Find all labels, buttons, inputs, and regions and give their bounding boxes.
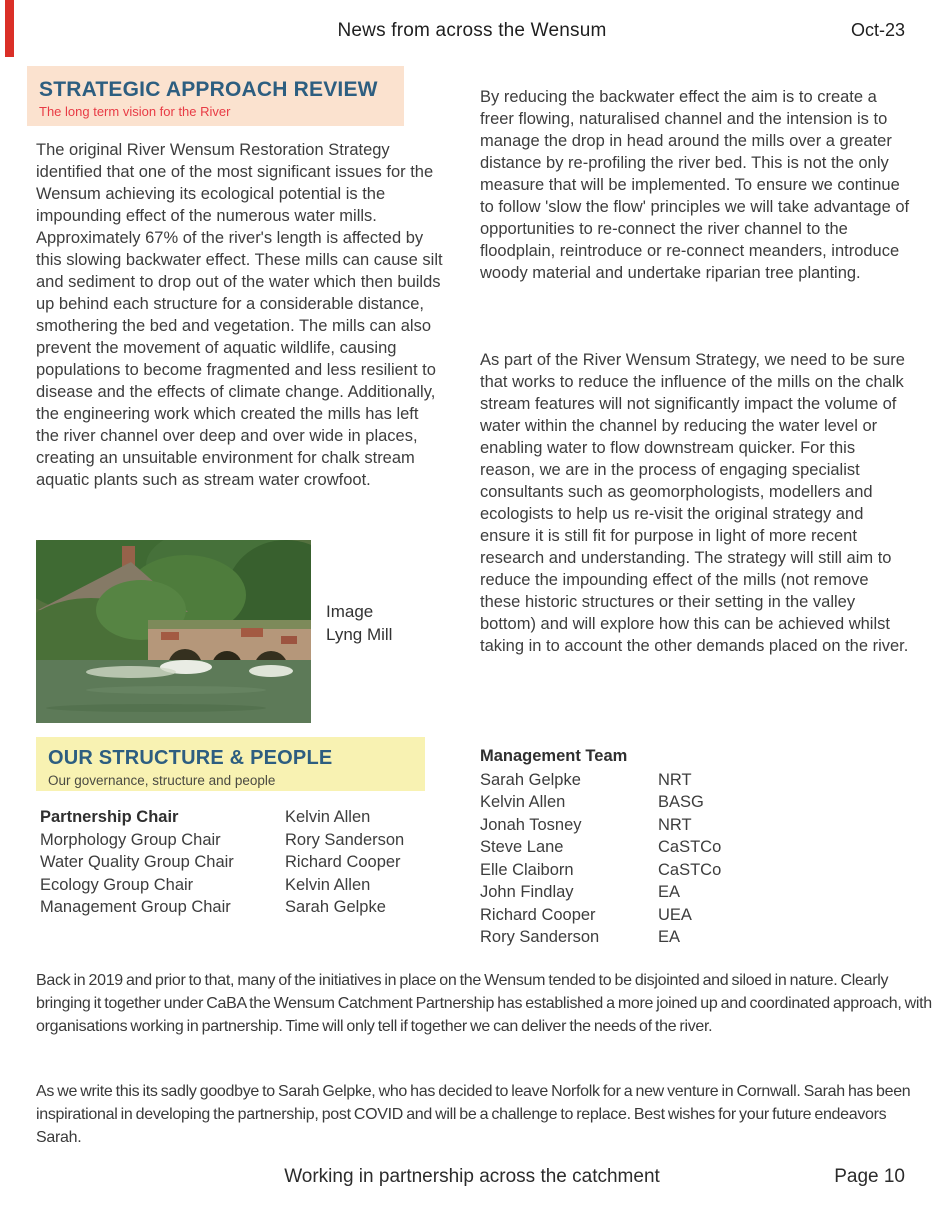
member-name: Rory Sanderson (480, 928, 600, 946)
member-org: EA (658, 928, 681, 946)
chair-row (40, 896, 460, 919)
team-row (480, 881, 910, 904)
farewell-paragraph: As we write this its sadly goodbye to Sarah Gelpke, who has decided to leave Norfolk for a new venture in Cornwall. Sarah has been inspirational in developing the partnership, post COVID and will be a challenge to replace. Best wishes for your future endeavors Sarah. (36, 1083, 911, 1146)
member-org: CaSTCo (658, 860, 722, 879)
photo-caption-line1: Image (326, 602, 374, 621)
team-row (480, 814, 910, 837)
chair-row (40, 851, 460, 874)
team-row (480, 904, 910, 927)
chair-role: Partnership Chair (40, 808, 179, 826)
team-row (480, 769, 910, 792)
chair-name: Kelvin Allen (285, 875, 371, 894)
chair-role: Ecology Group Chair (40, 875, 194, 894)
footer-tagline: Working in partnership across the catchment (284, 1166, 660, 1187)
team-row (480, 836, 910, 859)
chair-role: Morphology Group Chair (40, 830, 221, 849)
member-name: John Findlay (480, 883, 574, 901)
team-row (480, 791, 910, 814)
member-org: BASG (658, 793, 704, 811)
management-team (480, 745, 910, 949)
member-name: Kelvin Allen (480, 793, 566, 811)
section-banner-structure-people (36, 737, 425, 791)
chair-row (40, 874, 460, 897)
lyng-mill-photo (36, 540, 311, 723)
mill-photo-graphic (36, 540, 311, 723)
member-name: Jonah Tosney (480, 815, 582, 834)
issue-date: Oct-23 (850, 20, 905, 40)
partnership-history-paragraph: Back in 2019 and prior to that, many of the initiatives in place on the Wensum tended to be disjointed and siloed in nature. Clearly bringing it together under CaBA the Wensum Catchment Partnership has established a more joined up and coordinated approach, with organisations working in partnership. Time will only tell if together we can deliver the needs of the river. (36, 972, 932, 1035)
chair-role: Water Quality Group Chair (40, 853, 234, 871)
member-name: Steve Lane (480, 838, 564, 856)
chairs-list (40, 806, 460, 919)
member-org: UEA (658, 905, 692, 924)
team-row (480, 859, 910, 882)
page-title: News from across the Wensum (337, 20, 607, 41)
photo-caption-line2: Lyng Mill (326, 625, 393, 644)
team-row (480, 926, 910, 949)
strategy-review-paragraph: As part of the River Wensum Strategy, we need to be sure that works to reduce the influence of the mills on the chalk stream features will not significantly impact the volume of water within the channel by reducing the water level or enabling water to flow downstream quicker. For this reason, we are in the process of engaging specialist consultants such as geomorphologists, modellers and ecologists to help us re-visit the original strategy and ensure it is still fit for purpose in light of more recent research and understanding. The strategy will still aim to reduce the impounding effect of the mills (not remove these historic structures or their setting in the valley bottom) and will explore how this can be achieved whilst taking in to account the other demands placed on the river. (480, 351, 909, 655)
page-number: Page 10 (834, 1166, 905, 1187)
backwater-paragraph: By reducing the backwater effect the aim is to create a freer flowing, naturalised channel and the intension is to manage the drop in head around the mills over a greater distance by re-profiling the river bed. This is not the only measure that will be implemented. To ensure we continue to follow 'slow the flow' principles we will take advantage of opportunities to re-connect the river channel to the floodplain, reintroduce or re-connect meanders, introduce woody material and undertake riparian tree planting. (480, 88, 910, 282)
member-name: Richard Cooper (480, 905, 596, 924)
chair-name: Richard Cooper (285, 853, 401, 871)
section-title: OUR STRUCTURE & PEOPLE (48, 747, 333, 769)
member-org: NRT (658, 770, 692, 789)
chair-name: Kelvin Allen (285, 808, 371, 826)
member-name: Elle Claiborn (480, 860, 574, 879)
strategy-paragraph: The original River Wensum Restoration Strategy identified that one of the most significant issues for the Wensum achieving its ecological potential is the impounding effect of the numerous water mills. Approximately 67% of the river's length is affected by this slowing backwater effect. These mills can cause silt and sediment to drop out of the water which then builds up behind each structure for a considerable distance, smothering the bed and vegetation. The mills can also prevent the movement of aquatic wildlife, causing populations to become fragmented and less resilient to disease and the effects of climate change. Additionally, the engineering work which created the mills has left the river channel over deep and over wide in places, creating an unsuitable environment for chalk stream aquatic plants such as stream water crowfoot. (36, 141, 443, 489)
member-org: CaSTCo (658, 838, 722, 856)
section-title: STRATEGIC APPROACH REVIEW (39, 78, 378, 101)
chair-row (40, 829, 460, 852)
chair-row (40, 806, 460, 829)
member-org: EA (658, 883, 681, 901)
management-team-title: Management Team (480, 747, 628, 765)
photo-caption (326, 600, 392, 646)
section-banner-strategic-approach (27, 66, 404, 126)
chair-role: Management Group Chair (40, 898, 231, 916)
section-subtitle: Our governance, structure and people (48, 773, 276, 788)
section-subtitle: The long term vision for the River (39, 104, 231, 119)
member-org: NRT (658, 815, 692, 834)
member-name: Sarah Gelpke (480, 770, 581, 789)
chair-name: Rory Sanderson (285, 830, 405, 849)
chair-name: Sarah Gelpke (285, 898, 386, 916)
